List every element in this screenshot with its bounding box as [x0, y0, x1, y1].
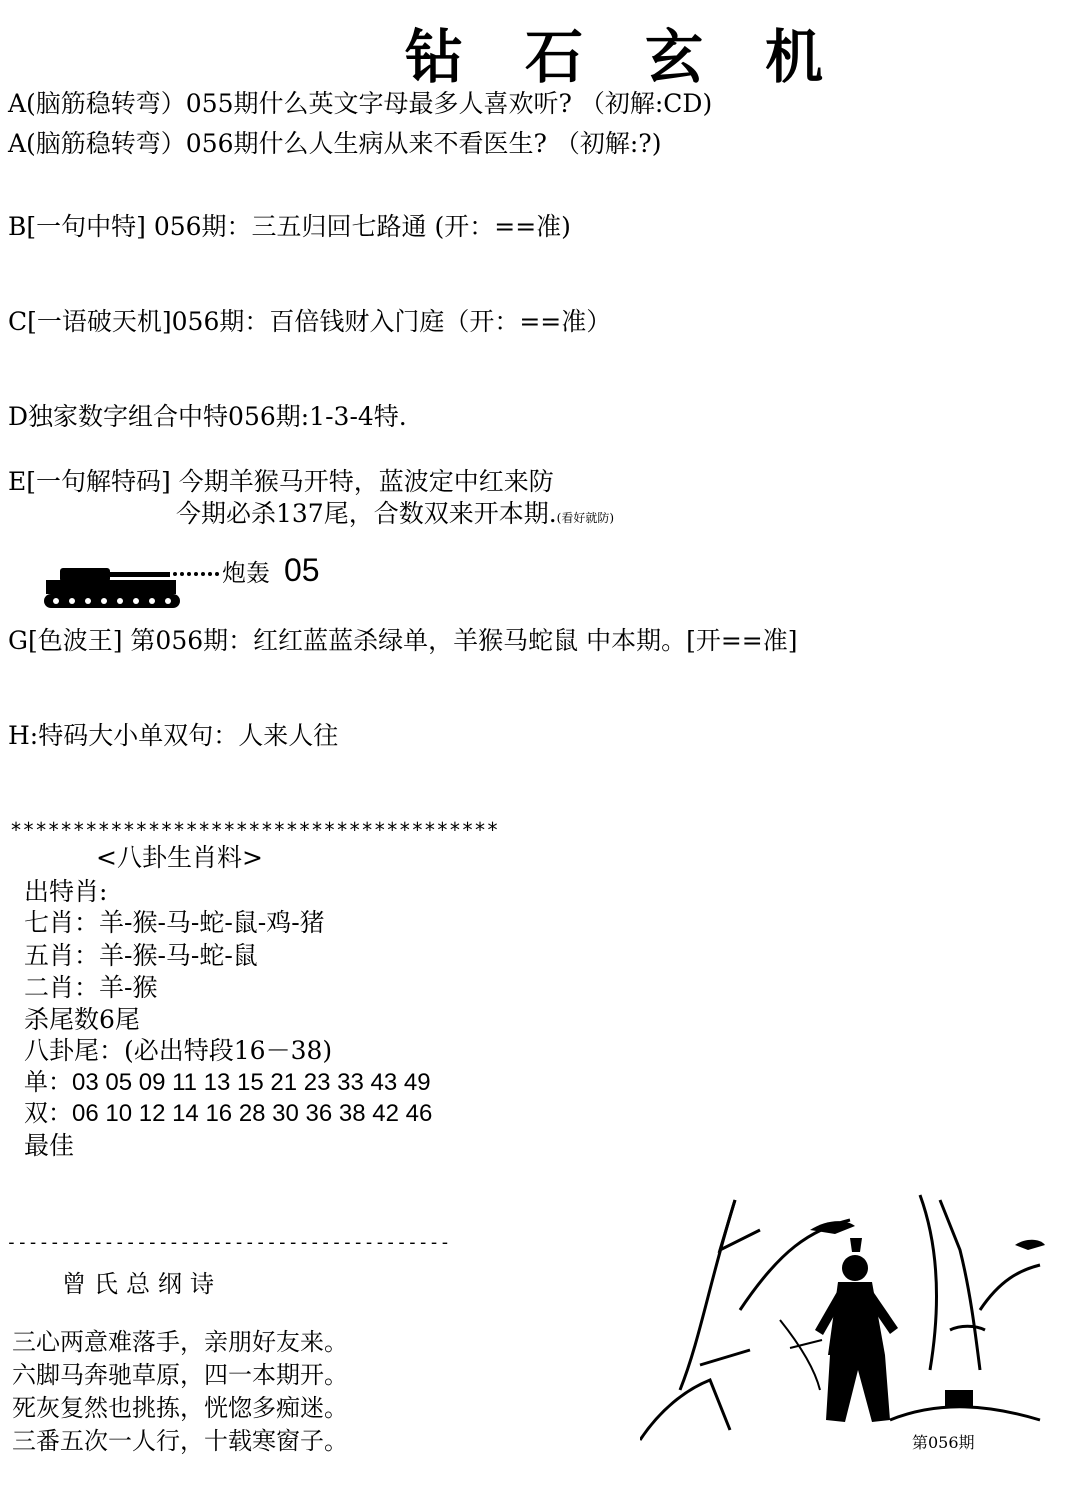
hint-line-g: G[色波王] 第056期：红红蓝蓝杀绿单，羊猴马蛇鼠 中本期。[开==准]	[8, 626, 798, 655]
page-title: 钻石玄机	[405, 23, 886, 91]
riddle-line-a1: A(脑筋稳转弯）055期什么英文字母最多人喜欢听? （初解:CD)	[8, 89, 713, 118]
poem-line: 三番五次一人行，十载寒窗子。	[12, 1427, 348, 1455]
hint-line-h: H:特码大小单双句：人来人往	[8, 721, 339, 750]
odd-numbers: 单：03 05 09 11 13 15 21 23 33 43 49	[24, 1069, 431, 1096]
issue-caption: 第056期	[912, 1433, 975, 1452]
poem-title: 曾氏总纲诗	[62, 1270, 222, 1298]
poem-line: 死灰复然也挑拣，恍惚多痴迷。	[12, 1394, 348, 1422]
hint-line-e2	[176, 498, 614, 534]
poem-line: 三心两意难落手，亲朋好友来。	[12, 1328, 348, 1356]
hint-line-b: B[一句中特] 056期：三五归回七路通 (开：==准)	[8, 212, 571, 241]
star-divider: ***************************************	[10, 818, 500, 842]
bagua-item: 七肖：羊-猴-马-蛇-鼠-鸡-猪	[24, 908, 325, 937]
hint-line-e2-text: 今期必杀137尾，合数双来开本期.	[176, 499, 557, 528]
bagua-item: 二肖：羊-猴	[24, 973, 158, 1002]
hint-line-e1: E[一句解特码] 今期羊猴马开特，蓝波定中红来防	[8, 467, 554, 496]
poem-line: 六脚马奔驰草原，四一本期开。	[12, 1361, 348, 1389]
dash-divider: -----------------------------------------	[6, 1232, 451, 1253]
warrior-illustration	[640, 1190, 1050, 1460]
riddle-line-a2: A(脑筋稳转弯）056期什么人生病从来不看医生? （初解:?)	[8, 129, 662, 158]
bagua-item: 五肖：羊-猴-马-蛇-鼠	[24, 941, 258, 970]
boom-number: 05	[284, 552, 320, 588]
hint-line-e2-note: (看好就防)	[556, 511, 615, 525]
tank-icon	[40, 560, 230, 620]
boom-label: 炮轰	[222, 559, 270, 587]
bagua-item: 出特肖:	[24, 877, 108, 906]
bagua-item: 八卦尾：(必出特段16－38)	[24, 1036, 333, 1065]
hint-line-c: C[一语破天机]056期：百倍钱财入门庭（开：==准）	[8, 307, 612, 336]
even-numbers: 双：06 10 12 14 16 28 30 36 38 42 46	[24, 1100, 433, 1127]
bagua-item: 杀尾数6尾	[24, 1005, 140, 1034]
best-label: 最佳	[24, 1131, 75, 1160]
bagua-heading: <八卦生肖料>	[96, 843, 263, 872]
hint-line-d: D独家数字组合中特056期:1-3-4特.	[8, 402, 407, 431]
